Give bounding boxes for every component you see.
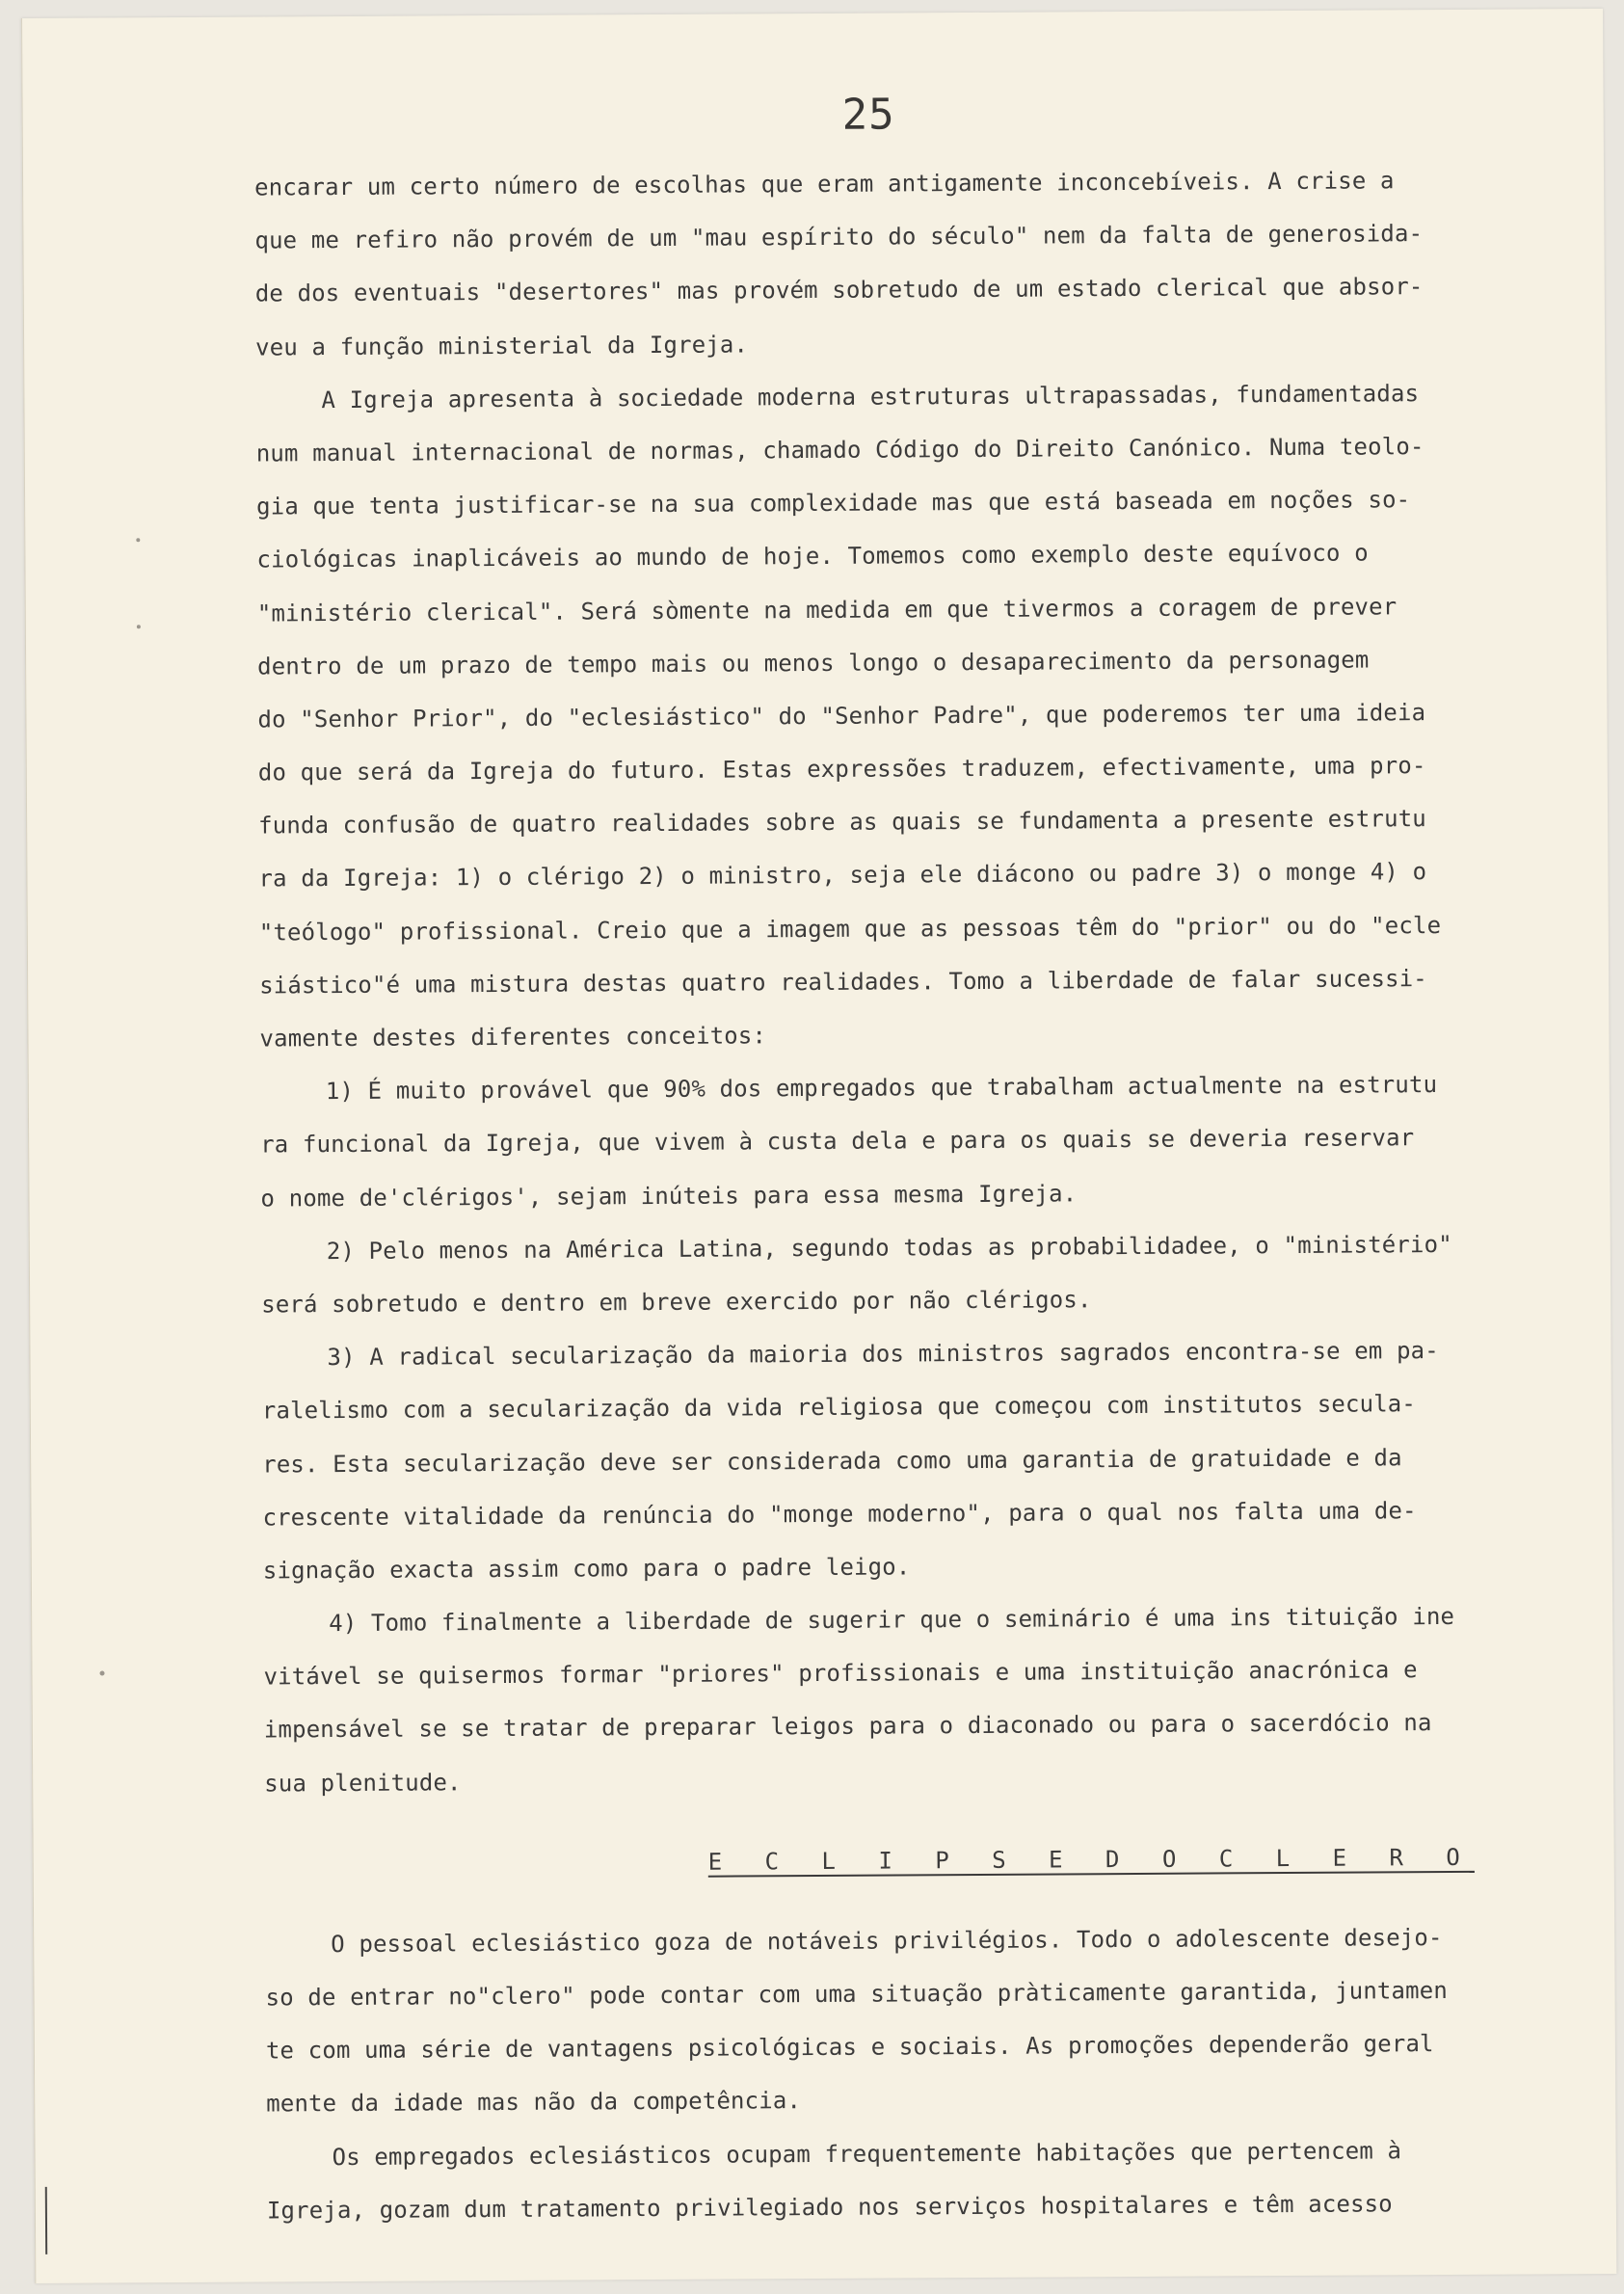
- text-line: 2) Pelo menos na América Latina, segundo todas as probabilidadee, o "ministério": [326, 1230, 1452, 1265]
- text-line: siástico"é uma mistura destas quatro realidades. Tomo a liberdade de falar sucessi-: [259, 964, 1427, 1000]
- text-line: funda confusão de quatro realidades sobre as quais se fundamenta a presente estrutu: [258, 805, 1426, 840]
- text-line: 1) É muito provável que 90% dos empregados que trabalham actualmente na estrutu: [325, 1071, 1438, 1106]
- text-line: de dos eventuais "desertores" mas provém sobretudo de um estado clerical que absor-: [254, 273, 1424, 307]
- text-line: gia que tenta justificar-se na sua complexidade mas que está baseada em noções so-: [256, 486, 1411, 520]
- section-title-text: E C L I P S E D O C L E R O: [707, 1843, 1475, 1876]
- text-line: ciológicas inaplicáveis ao mundo de hoje. Tomemos como exemplo deste equívoco o: [256, 539, 1369, 574]
- text-line: vitável se quisermos formar "priores" profissionais e uma instituição anacrónica e: [263, 1656, 1418, 1691]
- text-line: A Igreja apresenta à sociedade moderna estruturas ultrapassadas, fundamentadas: [321, 379, 1420, 413]
- text-line: "ministério clerical". Será sòmente na medida em que tivermos a coragem de prever: [256, 592, 1398, 627]
- text-line: do "Senhor Prior", do "eclesiástico" do "Senhor Padre", que poderemos ter uma ideia: [257, 698, 1426, 734]
- text-line: veu a função ministerial da Igreja.: [255, 330, 749, 361]
- text-line: res. Esta secularização deve ser considerada como uma garantia de gratuidade e da: [262, 1443, 1402, 1479]
- text-line: será sobretudo e dentro em breve exercido por não clérigos.: [261, 1286, 1092, 1319]
- text-line: ra da Igreja: 1) o clérigo 2) o ministro, seja ele diácono ou padre 3) o monge 4) o: [258, 858, 1427, 893]
- text-line: num manual internacional de normas, chamado Código do Direito Canónico. Numa teolo-: [255, 433, 1424, 467]
- text-line: impensável se se tratar de preparar leigos para o diaconado ou para o sacerdócio na: [263, 1709, 1432, 1744]
- text-line: ra funcional da Igreja, que vivem à custa dela e para os quais se deveria reservar: [260, 1124, 1415, 1159]
- text-line: O pessoal eclesiástico goza de notáveis privilégios. Todo o adolescente desejo-: [331, 1923, 1443, 1958]
- document-page: [21, 9, 1616, 2283]
- text-line: o nome de'clérigos', sejam inúteis para essa mesma Igreja.: [260, 1179, 1078, 1213]
- binding-hole-mark: [137, 625, 141, 628]
- text-line: ralelismo com a secularização da vida religiosa que começou com institutos secula-: [261, 1390, 1417, 1425]
- text-line: 4) Tomo finalmente a liberdade de sugerir que o seminário é uma ins tituição ine: [329, 1603, 1455, 1638]
- section-title: [264, 1818, 1565, 1903]
- text-line: que me refiro não provém de um "mau espírito do século" nem da falta de generosida-: [254, 220, 1424, 254]
- text-line: so de entrar no"clero" pode contar com uma situação pràticamente garantida, juntamen: [265, 1977, 1448, 2012]
- text-line: 3) A radical secularização da maioria dos ministros sagrados encontra-se em pa-: [327, 1337, 1439, 1372]
- text-line: encarar um certo número de escolhas que eram antigamente inconcebíveis. A crise a: [254, 167, 1395, 201]
- text-line: vamente destes diferentes conceitos:: [259, 1022, 767, 1053]
- text-line: Igreja, gozam dum tratamento privilegiado nos serviços hospitalares e têm acesso: [266, 2190, 1393, 2225]
- text-line: te com uma série de vantagens psicológicas e sociais. As promoções dependerão geral: [265, 2030, 1434, 2065]
- text-line: signação exacta assim como para o padre leigo.: [262, 1553, 911, 1585]
- text-line: do que será da Igreja do futuro. Estas expressões traduzem, efectivamente, uma pro-: [257, 752, 1426, 787]
- text-line: mente da idade mas não da competência.: [266, 2087, 802, 2118]
- margin-mark: [45, 2187, 47, 2254]
- binding-hole-mark: [99, 1671, 104, 1676]
- binding-hole-mark: [136, 538, 140, 542]
- text-line: crescente vitalidade da renúncia do "monge moderno", para o qual nos falta uma de-: [262, 1496, 1417, 1532]
- text-line: "teólogo" profissional. Creio que a imagem que as pessoas têm do "prior" ou do "ecle: [258, 911, 1442, 947]
- text-line: Os empregados eclesiásticos ocupam frequentemente habitações que pertencem à: [332, 2136, 1402, 2171]
- text-line: sua plenitude.: [264, 1768, 462, 1798]
- text-line: dentro de um prazo de tempo mais ou menos longo o desaparecimento da personagem: [257, 646, 1370, 680]
- body-text: [254, 153, 1568, 2237]
- page-number: 25: [841, 90, 895, 140]
